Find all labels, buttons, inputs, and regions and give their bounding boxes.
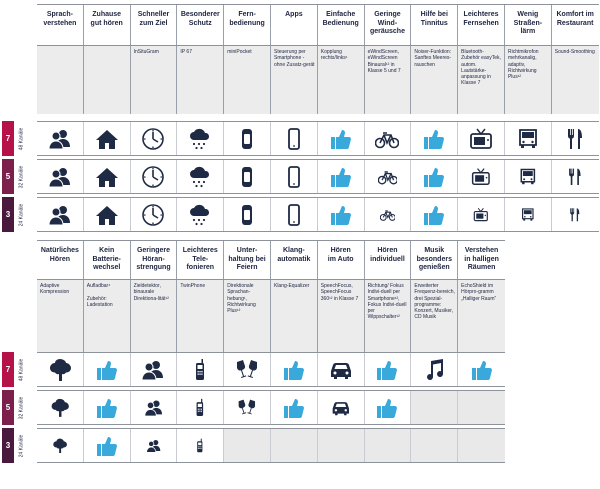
feature-icon-cell — [365, 122, 412, 155]
thumbs-up-icon — [375, 358, 399, 382]
people-icon — [141, 358, 165, 382]
cutlery-icon — [567, 207, 583, 223]
channel-count-label — [15, 121, 27, 156]
thumbs-up-icon — [329, 127, 353, 151]
feature-description: Noiser-Funktion: Sanftes Meeres-rauschen — [411, 46, 458, 114]
thumbs-up-icon — [375, 396, 399, 420]
feature-icon-cell — [177, 198, 224, 231]
feature-description: Klang-Equalizer — [271, 280, 318, 352]
channel-count-label — [15, 390, 27, 425]
bicycle-icon — [375, 127, 399, 151]
feature-title: Natürliches Hören — [37, 241, 84, 279]
feature-header-row — [37, 241, 505, 279]
feature-description: Erweiterter Frequenz-bereich, drei Spezial-programme: Konzert, Musiker, CD Musik — [411, 280, 458, 352]
feature-icon-cell — [224, 160, 271, 193]
feature-icon-cell — [177, 353, 224, 386]
channel-count-text: 32 Kanäle — [18, 165, 24, 188]
clock-icon — [141, 165, 165, 189]
feature-description: IP 67 — [177, 46, 224, 114]
level-feature-row — [37, 197, 599, 232]
thumbs-up-icon — [329, 203, 353, 227]
level-feature-row — [37, 390, 505, 425]
performance-level-badge: 3 — [2, 428, 14, 463]
feature-description — [84, 46, 131, 114]
feature-header-row — [37, 5, 599, 45]
unavailable-cell — [458, 429, 505, 462]
feature-description: Zieldetektor, binaurale Direktiona-lität¹² — [131, 280, 178, 352]
feature-title: Apps — [271, 5, 318, 45]
feature-icon-cell — [365, 353, 412, 386]
remote-icon — [235, 203, 259, 227]
feature-icon-cell — [365, 391, 412, 424]
feature-icon-cell — [318, 122, 365, 155]
feature-description: InSituGram — [131, 46, 178, 114]
feature-icon-cell — [37, 122, 84, 155]
feature-icon-cell — [84, 353, 131, 386]
top-feature-table — [0, 4, 600, 234]
feature-icon-cell — [271, 160, 318, 193]
smartphone-icon — [282, 165, 306, 189]
unavailable-cell — [411, 391, 458, 424]
feature-title: Leichteres Tele- fonieren — [177, 241, 224, 279]
tree-icon — [50, 398, 70, 418]
channel-count-label — [15, 428, 27, 463]
feature-title: Verstehen in halligen Räumen — [464, 247, 499, 271]
feature-icon-cell — [37, 391, 84, 424]
cutlery-icon — [565, 167, 585, 187]
feature-icon-cell — [271, 391, 318, 424]
cloud-rain-icon — [188, 203, 212, 227]
feature-title: Musik besonders genießen — [411, 241, 458, 279]
feature-description-row — [37, 46, 599, 114]
feature-icon-cell — [177, 122, 224, 155]
thumbs-up-icon — [470, 358, 494, 382]
feature-title: Leichteres Fernsehen — [458, 5, 505, 45]
feature-icon-cell — [84, 198, 131, 231]
feature-icon-cell — [552, 198, 599, 231]
feature-icon-cell — [318, 198, 365, 231]
bus-icon — [520, 207, 536, 223]
feature-description: Richtung/ Fokus Indivi-duell per Smartphone¹², Fokus Indivi-duell per Wippschalter¹² — [365, 280, 412, 352]
channel-count-text: 24 Kanäle — [18, 434, 24, 457]
feature-title: Unter- haltung bei Feiern — [224, 241, 271, 279]
channel-count-label — [15, 159, 27, 194]
bus-icon — [518, 167, 538, 187]
thumbs-up-icon — [422, 127, 446, 151]
wine-glasses-icon — [235, 358, 259, 382]
tree-icon — [48, 358, 72, 382]
bicycle-icon — [380, 207, 396, 223]
bottom-feature-table — [0, 240, 600, 465]
feature-icon-cell — [131, 429, 178, 462]
feature-description: SpeechFocus, SpeechFocus 360¹² in Klasse 7 — [318, 280, 365, 352]
music-note-icon — [422, 358, 446, 382]
unavailable-cell — [318, 429, 365, 462]
feature-icon-cell — [224, 198, 271, 231]
performance-level-badge: 7 — [2, 352, 14, 387]
thumbs-up-icon — [329, 165, 353, 189]
feature-icon-cell — [131, 122, 178, 155]
people-icon — [144, 398, 164, 418]
feature-icon-cell — [131, 160, 178, 193]
feature-icon-cell — [271, 122, 318, 155]
feature-icon-cell — [505, 160, 552, 193]
performance-level-badge: 5 — [2, 159, 14, 194]
phone-icon — [188, 358, 212, 382]
feature-icon-cell — [458, 122, 505, 155]
feature-title: Geringe Wind- geräusche — [365, 5, 412, 45]
feature-icon-cell — [318, 353, 365, 386]
unavailable-cell — [271, 429, 318, 462]
feature-icon-cell — [411, 160, 458, 193]
performance-level-badge: 7 — [2, 121, 14, 156]
feature-title: Hören individuell — [365, 241, 412, 279]
bus-icon — [516, 127, 540, 151]
feature-icon-cell — [365, 198, 412, 231]
feature-icon-cell — [552, 122, 599, 155]
house-icon — [95, 127, 119, 151]
feature-icon-cell — [505, 198, 552, 231]
car-icon — [331, 398, 351, 418]
channel-count-text: 48 Kanäle — [18, 358, 24, 381]
feature-icon-cell — [84, 160, 131, 193]
tv-icon — [471, 167, 491, 187]
feature-icon-cell — [411, 198, 458, 231]
feature-description: Direktionale Sprachan-hebung¹, Richtwirkung Plus¹² — [224, 280, 271, 352]
thumbs-up-icon — [422, 203, 446, 227]
feature-title: Klang- automatik — [271, 241, 318, 279]
feature-description: EchoShield im Hörpro-gramm „Halliger Raum“ — [458, 280, 505, 352]
feature-icon-cell — [458, 160, 505, 193]
bicycle-icon — [378, 167, 398, 187]
phone-icon — [192, 438, 208, 454]
people-icon — [146, 438, 162, 454]
feature-icon-cell — [224, 122, 271, 155]
feature-icon-cell — [224, 353, 271, 386]
feature-description — [37, 46, 84, 114]
people-icon — [48, 165, 72, 189]
tv-icon — [473, 207, 489, 223]
feature-description: Richtmikrofon mehrkanalig, adaptiv, Richtwirkung Plus¹² — [505, 46, 552, 114]
people-icon — [48, 127, 72, 151]
cloud-rain-icon — [188, 165, 212, 189]
feature-icon-cell — [84, 391, 131, 424]
feature-description: Adaptive Kompression — [37, 280, 84, 352]
house-icon — [95, 165, 119, 189]
feature-icon-cell — [271, 198, 318, 231]
level-feature-row — [37, 159, 599, 194]
thumbs-up-icon — [422, 165, 446, 189]
feature-icon-cell — [318, 160, 365, 193]
remote-icon — [235, 127, 259, 151]
feature-icon-cell — [318, 391, 365, 424]
channel-count-text: 24 Kanäle — [18, 203, 24, 226]
level-feature-row — [37, 121, 599, 156]
feature-icon-cell — [505, 122, 552, 155]
unavailable-cell — [411, 429, 458, 462]
feature-icon-cell — [411, 353, 458, 386]
feature-title: Besonderer Schutz — [177, 5, 224, 45]
cloud-rain-icon — [188, 127, 212, 151]
remote-icon — [235, 165, 259, 189]
feature-description: Steuerung per Smartphone - ohne Zusatz-gerät — [271, 46, 318, 114]
feature-title: Kein Batterie- wechsel — [84, 241, 131, 279]
house-icon — [95, 203, 119, 227]
tree-icon — [52, 438, 68, 454]
channel-count-text: 48 Kanäle — [18, 127, 24, 150]
feature-title: Fern- bedienung — [224, 5, 271, 45]
feature-title: Wenig Straßen- lärm — [505, 5, 552, 45]
feature-description: Aufladbar⁴ Zubehör: Ladestation — [84, 280, 131, 352]
feature-icon-cell — [131, 391, 178, 424]
feature-description: Sound-Smoothing — [552, 46, 599, 114]
channel-count-label — [15, 197, 27, 232]
feature-icon-cell — [37, 198, 84, 231]
feature-description: miniPocket — [224, 46, 271, 114]
feature-icon-cell — [177, 391, 224, 424]
smartphone-icon — [282, 127, 306, 151]
feature-description: Bluetooth-Zubehör easyTek, autom. Lautstärke-anpassung in Klasse 7 — [458, 46, 505, 114]
level-feature-row — [37, 352, 505, 387]
clock-icon — [141, 203, 165, 227]
channel-count-text: 32 Kanäle — [18, 396, 24, 419]
feature-description: TwinPhone — [177, 280, 224, 352]
feature-icon-cell — [37, 353, 84, 386]
thumbs-up-icon — [95, 434, 119, 458]
feature-icon-cell — [131, 198, 178, 231]
clock-icon — [141, 127, 165, 151]
feature-icon-cell — [458, 198, 505, 231]
performance-level-badge: 3 — [2, 197, 14, 232]
feature-icon-cell — [411, 122, 458, 155]
feature-icon-cell — [224, 391, 271, 424]
feature-title: Hören im Auto — [318, 241, 365, 279]
performance-level-badge: 5 — [2, 390, 14, 425]
unavailable-cell — [224, 429, 271, 462]
feature-title: Sprach- verstehen — [37, 5, 84, 45]
thumbs-up-icon — [282, 358, 306, 382]
channel-count-label — [15, 352, 27, 387]
feature-icon-cell — [37, 429, 84, 462]
feature-icon-cell — [177, 160, 224, 193]
phone-icon — [190, 398, 210, 418]
feature-icon-cell — [552, 160, 599, 193]
feature-icon-cell — [177, 429, 224, 462]
feature-title: Geringere Höran- strengung — [131, 241, 178, 279]
thumbs-up-icon — [95, 396, 119, 420]
feature-title: Einfache Bedienung — [318, 5, 365, 45]
cutlery-icon — [563, 127, 587, 151]
feature-icon-cell — [84, 429, 131, 462]
feature-title: Komfort im Restaurant — [556, 11, 594, 27]
feature-description: Kopplung rechts/links¹ — [318, 46, 365, 114]
feature-title: Schneller zum Ziel — [131, 5, 178, 45]
feature-icon-cell — [365, 160, 412, 193]
feature-icon-cell — [37, 160, 84, 193]
feature-icon-cell — [131, 353, 178, 386]
car-icon — [329, 358, 353, 382]
wine-glasses-icon — [237, 398, 257, 418]
unavailable-cell — [365, 429, 412, 462]
feature-title: Zuhause gut hören — [84, 5, 131, 45]
feature-title: Hilfe bei Tinnitus — [411, 5, 458, 45]
unavailable-cell — [458, 391, 505, 424]
feature-icon-cell — [271, 353, 318, 386]
thumbs-up-icon — [282, 396, 306, 420]
feature-description: eWindScreen, eWindScreen Binaural¹² in Klasse 5 und 7 — [365, 46, 412, 114]
feature-icon-cell — [458, 353, 505, 386]
feature-icon-cell — [84, 122, 131, 155]
feature-description-row — [37, 280, 505, 352]
tv-icon — [469, 127, 493, 151]
level-feature-row — [37, 428, 505, 463]
thumbs-up-icon — [95, 358, 119, 382]
people-icon — [48, 203, 72, 227]
smartphone-icon — [282, 203, 306, 227]
